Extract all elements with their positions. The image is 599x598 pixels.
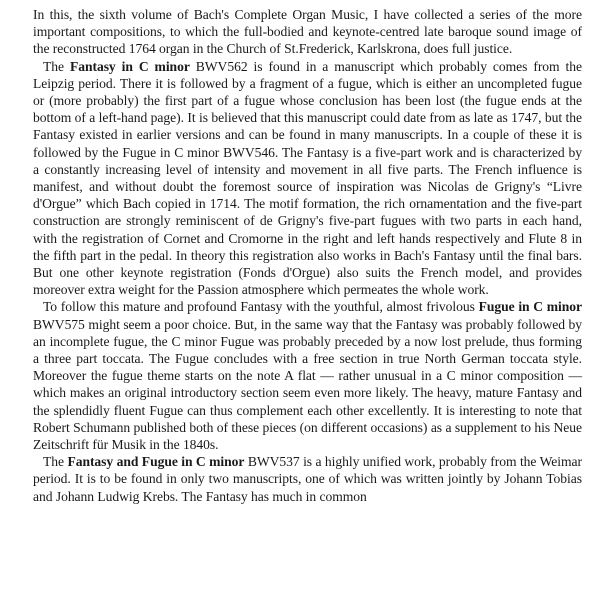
paragraph-text: To follow this mature and profound Fantasy with the youthful, almost frivolous (43, 299, 479, 315)
paragraph-text: The (43, 58, 70, 74)
paragraph-fantasy-fugue-bwv537 (33, 453, 582, 505)
document-page (33, 6, 582, 505)
paragraph-text: The (43, 454, 68, 470)
paragraph-intro (33, 6, 582, 58)
paragraph-fugue-bwv575 (33, 298, 582, 453)
work-title: Fantasy and Fugue in C minor (67, 454, 245, 470)
work-title: Fantasy in C minor (69, 58, 190, 74)
paragraph-text: BWV562 is found in a manuscript which probably comes from the Leipzig period. There it is followed by a fragment of a fugue, which is either an uncompleted fugue or (more probably) the first part of a fugue whose conclusion has been lost (the fugue ends at the bottom of a left-hand page). It is believed that this manuscript could date from as late as 1747, but the Fantasy existed in earlier versions and can be found in many manuscripts. In a couple of these it is followed by the Fugue in C minor BWV546. The Fantasy is a five-part work and is characterized by a constantly increasing level of intensity and movement in all five parts. The French influence is manifest, and without doubt the foremost source of inspiration was Nicolas de Grigny's “Livre d'Orgue” which Bach copied in 1714. The motif formation, the rich ornamentation and the five-part construction are strongly reminiscent of de Grigny's five-part fugues with two parts in each hand, with the registration of Cornet and Cromorne in the right and left hands respectively and Flute 8 in the fifth part in the pedal. In theory this registration also works in Bach's Fantasy until the final bars. But one other keynote registration (Fonds d'Orgue) also suits the French model, and provides moreover extra weight for the Passion atmosphere which permeates the whole work. (33, 58, 582, 298)
work-title: Fugue in C minor (478, 299, 582, 315)
paragraph-text: BWV575 might seem a poor choice. But, in the same way that the Fantasy was probably followed by an incomplete fugue, the C minor Fugue was probably preceded by a now lost prelude, thus forming a three part toccata. The Fugue concludes with a free section in true North German toccata style. Moreover the fugue theme starts on the note A flat — rather unusual in a C minor composition — which makes an original introductory section seem even more likely. The heavy, mature Fantasy and the splendidly fluent Fugue can thus complement each other excellently. It is interesting to note that Robert Schumann published both of these pieces (on different occasions) as a supplement to his Neue Zeitschrift für Musik in the 1840s. (33, 316, 582, 453)
paragraph-text: BWV537 is a highly unified work, probably from the Weimar period. It is to be found in only two manuscripts, one of which was written jointly by Johann Tobias and Johann Ludwig Krebs. The Fantasy has much in common (33, 454, 582, 504)
paragraph-fantasy-bwv562 (33, 58, 582, 299)
paragraph-text: In this, the sixth volume of Bach's Complete Organ Music, I have collected a series of the more important compositions, to which the full-bodied and keynote-centred late baroque sound image of the reconstructed 1764 organ in the Church of St.Frederick, Karlskrona, does full justice. (33, 7, 582, 57)
